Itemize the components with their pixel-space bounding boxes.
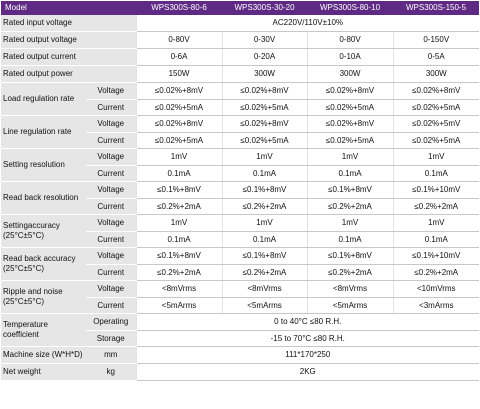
row-label: Load regulation rate — [1, 83, 86, 116]
sub-label: Voltage — [86, 116, 136, 133]
row-label-line1: Settingaccuracy — [3, 221, 60, 230]
value-cell: 300W — [393, 66, 479, 83]
value-cell: ≤0.02%+8mV — [136, 116, 222, 133]
value-cell: ≤0.02%+8mV — [136, 83, 222, 100]
value-cell: <10mVrms — [393, 281, 479, 298]
value-cell: 150W — [136, 66, 222, 83]
row-label — [1, 248, 86, 281]
value-cell: 0-150V — [393, 32, 479, 49]
row-label: Line regulation rate — [1, 116, 86, 149]
value-cell: ≤0.02%+5mA — [393, 100, 479, 116]
value-cell: ≤0.1%+8mV — [222, 182, 307, 199]
value-cell: ≤0.2%+2mA — [393, 265, 479, 281]
sub-label: Voltage — [86, 281, 136, 298]
value-cell: ≤0.1%+8mV — [307, 248, 393, 265]
load-regulation-voltage-row — [1, 83, 479, 100]
value-cell: ≤0.1%+10mV — [393, 248, 479, 265]
sub-label: Current — [86, 166, 136, 182]
value-cell: 2KG — [136, 364, 479, 381]
value-cell: ≤0.02%+5mA — [222, 100, 307, 116]
value-cell: ≤0.2%+2mA — [222, 199, 307, 215]
value-cell: 1mV — [307, 215, 393, 232]
value-cell: 1mV — [136, 215, 222, 232]
ripple-noise-voltage-row — [1, 281, 479, 298]
rated-output-voltage-row — [1, 32, 479, 49]
value-cell: <3mArms — [393, 298, 479, 314]
value-cell: <5mArms — [136, 298, 222, 314]
row-label-line1: Read back accuracy — [3, 254, 76, 263]
machine-size-row — [1, 347, 479, 364]
row-label: Rated output current — [1, 49, 136, 66]
value-cell: 300W — [222, 66, 307, 83]
sub-label: Voltage — [86, 83, 136, 100]
value-cell: ≤0.02%+8mV — [393, 83, 479, 100]
value-cell: ≤0.2%+2mA — [307, 199, 393, 215]
row-label: Read back resolution — [1, 182, 86, 215]
value-cell: 0-80V — [136, 32, 222, 49]
sub-label: mm — [86, 347, 136, 364]
value-cell: 0.1mA — [136, 232, 222, 248]
sub-label: Voltage — [86, 149, 136, 166]
row-label-line2: (25°C±5°C) — [3, 297, 45, 306]
value-cell: ≤0.1%+8mV — [222, 248, 307, 265]
value-cell: 0.1mA — [393, 232, 479, 248]
line-regulation-voltage-row — [1, 116, 479, 133]
value-cell: 0-10A — [307, 49, 393, 66]
value-cell: ≤0.02%+5mA — [136, 133, 222, 149]
value-cell: 0-5A — [393, 49, 479, 66]
sub-label: Current — [86, 265, 136, 281]
rated-output-current-row — [1, 49, 479, 66]
row-label — [1, 314, 86, 347]
sub-label: Voltage — [86, 248, 136, 265]
value-cell: 0-20A — [222, 49, 307, 66]
value-cell: ≤0.1%+8mV — [307, 182, 393, 199]
row-label-line1: Temperature — [3, 320, 48, 329]
value-cell: ≤0.2%+2mA — [222, 265, 307, 281]
sub-label: Operating — [86, 314, 136, 331]
value-cell: ≤0.1%+8mV — [136, 248, 222, 265]
value-cell: ≤0.02%+8mV — [222, 116, 307, 133]
model-name: WPS300S-30-20 — [222, 1, 307, 15]
row-label-line2: (25°C±5°C) — [3, 231, 45, 240]
value-cell: ≤0.02%+5mA — [222, 133, 307, 149]
value-cell: <5mArms — [307, 298, 393, 314]
model-name: WPS300S-80-6 — [136, 1, 222, 15]
value-cell: 0-80V — [307, 32, 393, 49]
row-label-line2: coefficient — [3, 330, 39, 339]
value-cell: 111*170*250 — [136, 347, 479, 364]
value-cell: 0.1mA — [393, 166, 479, 182]
sub-label: Current — [86, 199, 136, 215]
value-cell: ≤0.02%+8mV — [222, 83, 307, 100]
value-cell: 1mV — [393, 215, 479, 232]
rated-input-voltage-row — [1, 15, 479, 32]
net-weight-row — [1, 364, 479, 381]
value-cell: ≤0.1%+10mV — [393, 182, 479, 199]
value-cell: ≤0.2%+2mA — [136, 265, 222, 281]
value-cell: AC220V/110V±10% — [136, 15, 479, 32]
setting-accuracy-voltage-row — [1, 215, 479, 232]
row-label — [1, 215, 86, 248]
value-cell: ≤0.1%+8mV — [136, 182, 222, 199]
row-label: Machine size (W*H*D) — [1, 347, 86, 364]
sub-label: kg — [86, 364, 136, 381]
sub-label: Storage — [86, 331, 136, 347]
value-cell: ≤0.2%+2mA — [136, 199, 222, 215]
value-cell: 0.1mA — [307, 166, 393, 182]
temperature-operating-row — [1, 314, 479, 331]
row-label: Rated output voltage — [1, 32, 136, 49]
value-cell: ≤0.02%+5mV — [393, 116, 479, 133]
value-cell: ≤0.02%+8mV — [307, 116, 393, 133]
spec-table — [1, 1, 479, 381]
value-cell: <8mVrms — [222, 281, 307, 298]
value-cell: 1mV — [393, 149, 479, 166]
value-cell: ≤0.02%+5mA — [307, 133, 393, 149]
read-back-accuracy-voltage-row — [1, 248, 479, 265]
sub-label: Voltage — [86, 215, 136, 232]
setting-resolution-voltage-row — [1, 149, 479, 166]
row-label-line2: (25°C±5°C) — [3, 264, 45, 273]
value-cell: 0-6A — [136, 49, 222, 66]
sub-label: Current — [86, 232, 136, 248]
read-back-resolution-voltage-row — [1, 182, 479, 199]
value-cell: ≤0.02%+8mV — [307, 83, 393, 100]
value-cell: 0.1mA — [307, 232, 393, 248]
value-cell: 1mV — [307, 149, 393, 166]
sub-label: Current — [86, 100, 136, 116]
value-cell: ≤0.02%+5mA — [136, 100, 222, 116]
row-label: Net weight — [1, 364, 86, 381]
value-cell: 0.1mA — [222, 232, 307, 248]
value-cell: ≤0.02%+5mA — [307, 100, 393, 116]
value-cell: ≤0.2%+2mA — [307, 265, 393, 281]
value-cell: 1mV — [222, 149, 307, 166]
value-cell: 300W — [307, 66, 393, 83]
value-cell: 1mV — [222, 215, 307, 232]
value-cell: -15 to 70°C ≤80 R.H. — [136, 331, 479, 347]
header-row — [1, 1, 479, 15]
row-label-line1: Ripple and noise — [3, 287, 63, 296]
value-cell: ≤0.02%+5mA — [393, 133, 479, 149]
model-name: WPS300S-150-5 — [393, 1, 479, 15]
value-cell: 0-30V — [222, 32, 307, 49]
value-cell: ≤0.2%+2mA — [393, 199, 479, 215]
sub-label: Current — [86, 298, 136, 314]
row-label: Rated input voltage — [1, 15, 136, 32]
row-label — [1, 281, 86, 314]
value-cell: <8mVrms — [136, 281, 222, 298]
value-cell: 0.1mA — [222, 166, 307, 182]
value-cell: 0.1mA — [136, 166, 222, 182]
model-header: Model — [1, 1, 136, 15]
model-name: WPS300S-80-10 — [307, 1, 393, 15]
rated-output-power-row — [1, 66, 479, 83]
row-label: Rated output power — [1, 66, 136, 83]
value-cell: 1mV — [136, 149, 222, 166]
sub-label: Voltage — [86, 182, 136, 199]
value-cell: <8mVrms — [307, 281, 393, 298]
value-cell: <5mArms — [222, 298, 307, 314]
sub-label: Current — [86, 133, 136, 149]
row-label: Setting resolution — [1, 149, 86, 182]
value-cell: 0 to 40°C ≤80 R.H. — [136, 314, 479, 331]
